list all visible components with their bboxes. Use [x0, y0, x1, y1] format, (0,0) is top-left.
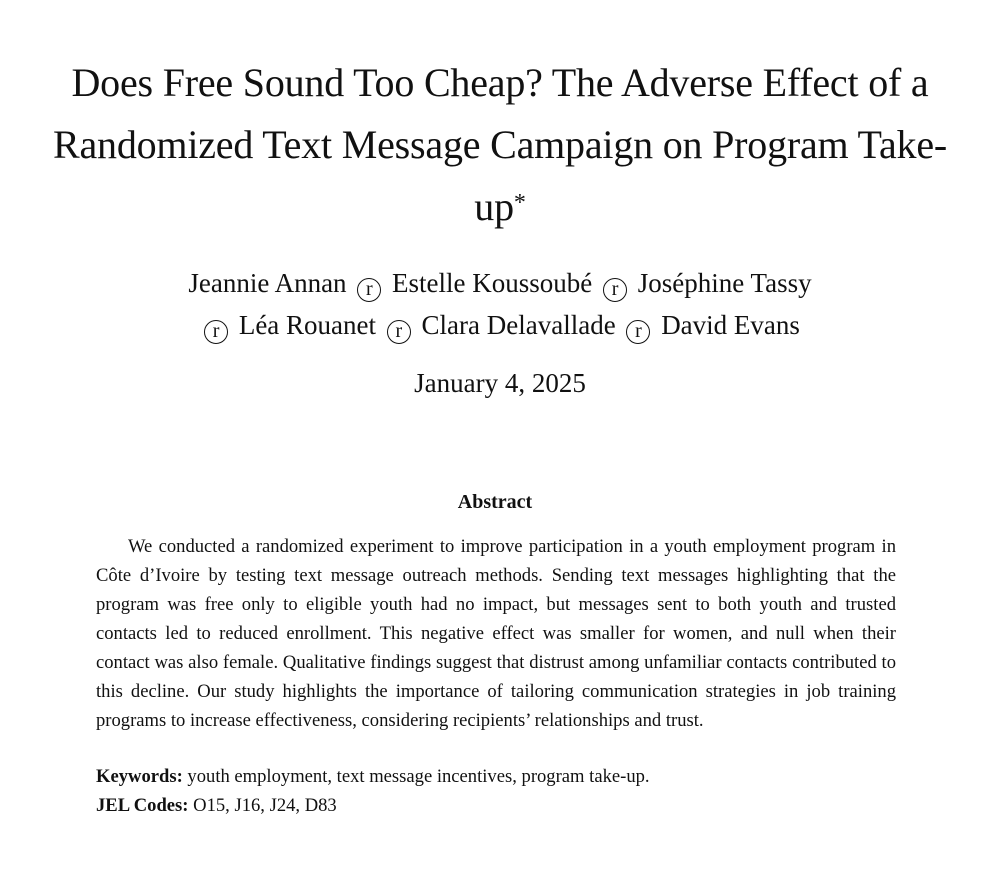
author-name: Joséphine Tassy — [637, 268, 812, 298]
title-footnote-mark: * — [513, 190, 526, 216]
orcid-icon[interactable]: r — [204, 320, 228, 344]
author-name: David Evans — [661, 310, 800, 340]
jel-codes-value: O15, J16, J24, D83 — [193, 795, 337, 816]
author-list — [100, 262, 900, 346]
orcid-icon[interactable]: r — [603, 278, 627, 302]
author-name: Léa Rouanet — [238, 310, 377, 340]
orcid-icon[interactable]: r — [626, 320, 650, 344]
keywords-label: Keywords: — [96, 766, 183, 787]
paper-title — [40, 52, 960, 238]
keywords-line — [96, 762, 896, 791]
orcid-icon[interactable]: r — [357, 278, 381, 302]
abstract-text: We conducted a randomized experiment to improve participation in a youth employment program in Côte d’Ivoire by testing text message outreach methods. Sending text messages highlighting that the program was free only to eligible youth had no impact, but messages sent to both youth and trusted contacts led to reduced enrollment. This negative effect was smaller for women, and null when their contact was also female. Qualitative findings suggest that distrust among unfamiliar contacts contributed to this decline. Our study highlights the importance of tailoring communication strategies in job training programs to increase effectiveness, considering recipients’ relationships and trust. — [96, 536, 896, 731]
paper-date: January 4, 2025 — [414, 368, 586, 398]
author-name: Jeannie Annan — [188, 268, 347, 298]
author-name: Clara Delavallade — [421, 310, 616, 340]
orcid-icon[interactable]: r — [387, 320, 411, 344]
abstract-heading: Abstract — [457, 491, 533, 513]
keywords-value: youth employment, text message incentives, program take-up. — [187, 766, 650, 787]
jel-codes-label: JEL Codes: — [96, 795, 189, 816]
author-name: Estelle Koussoubé — [392, 268, 593, 298]
jel-codes-line — [96, 791, 896, 820]
paper-title-text: Does Free Sound Too Cheap? The Adverse Effect of a Randomized Text Message Campaign on Program Take-up — [52, 60, 948, 229]
